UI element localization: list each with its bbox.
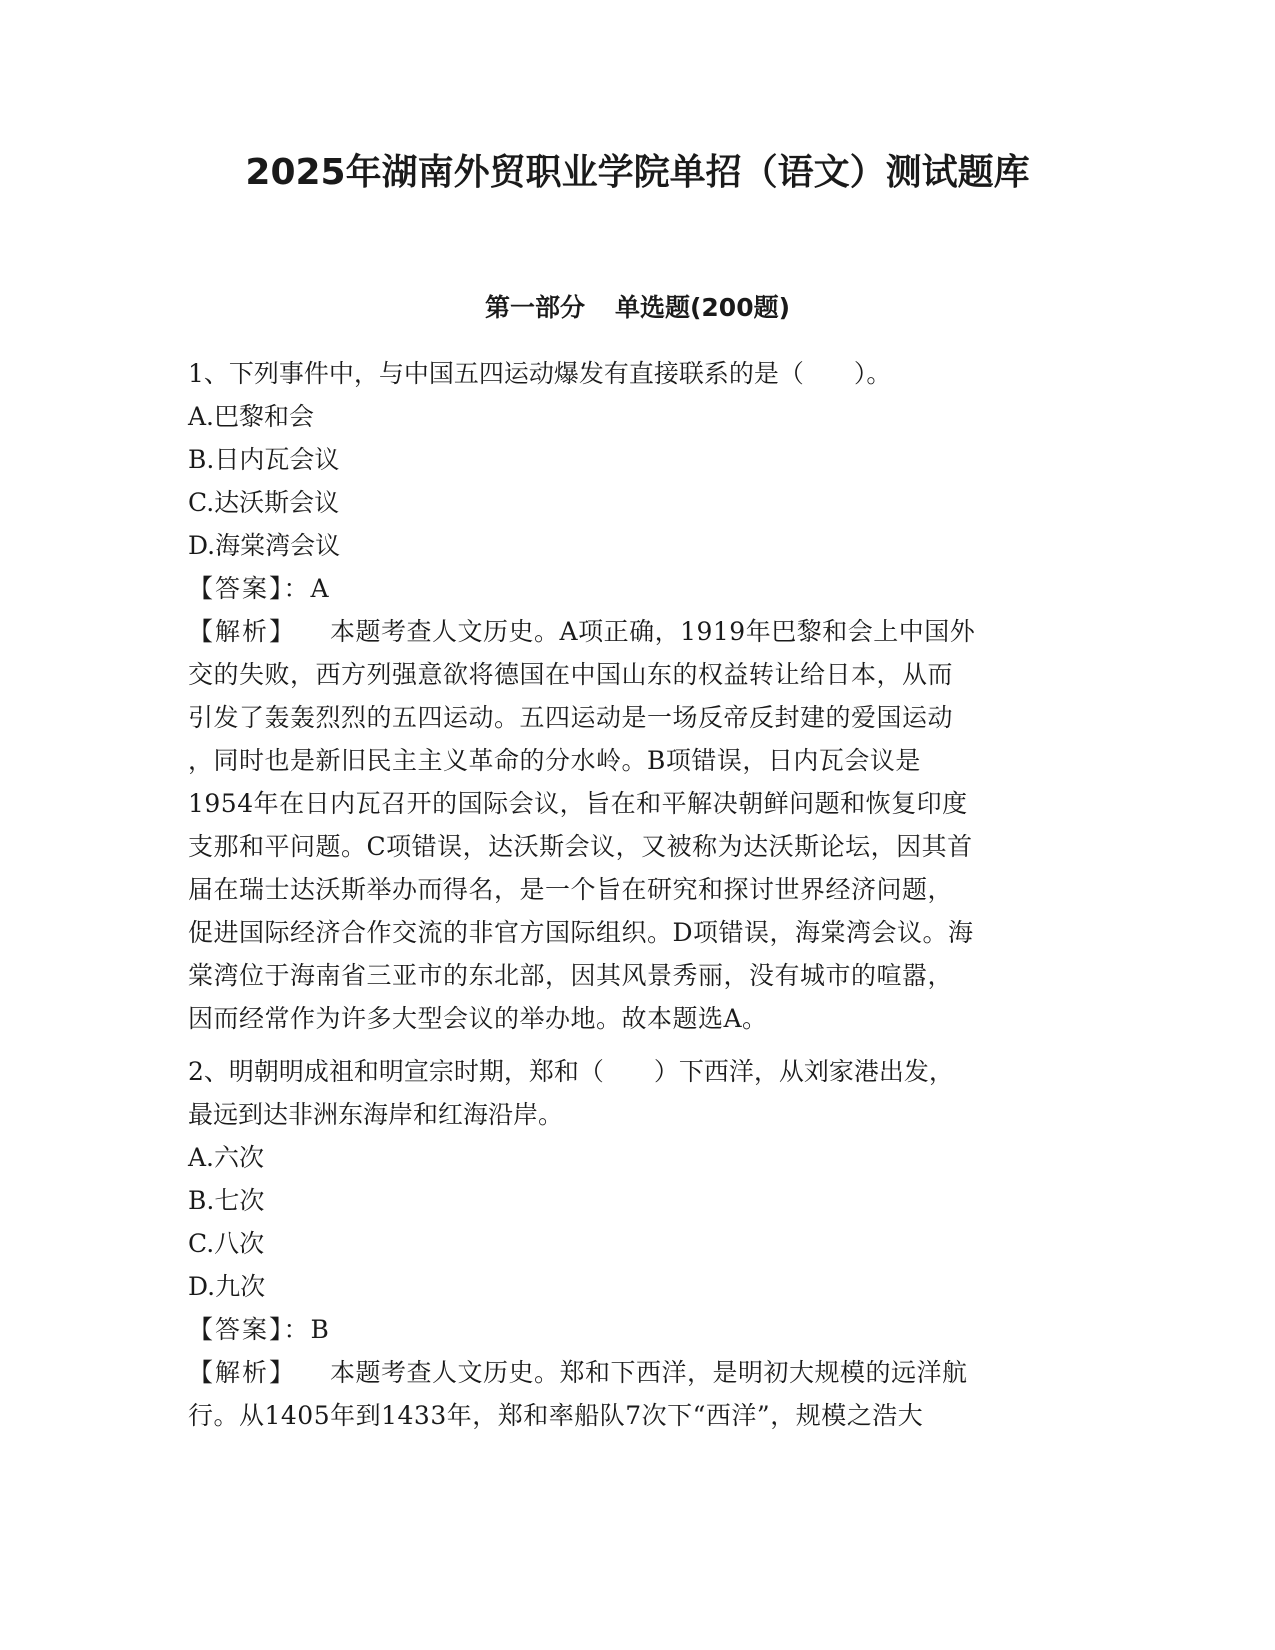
question-stem: 2、明朝明成祖和明宣宗时期，郑和（ ）下西洋，从刘家港出发， [188,1057,954,1086]
option-d: D.海棠湾会议 [188,531,341,560]
question-stem: 1、下列事件中，与中国五四运动爆发有直接联系的是（ ）。 [188,359,892,388]
question-list [188,352,1080,1447]
section-name: 单选题(200题) [614,293,791,322]
option-b: B.日内瓦会议 [188,445,340,474]
explanation-line: 棠湾位于海南省三亚市的东北部，因其风景秀丽，没有城市的喧嚣， [188,961,954,990]
explanation-line: 届在瑞士达沃斯举办而得名，是一个旨在研究和探讨世界经济问题， [188,875,954,904]
explanation-text: 本题考查人文历史。A项正确，1919年巴黎和会上中国外 [330,617,976,646]
explanation-line: 交的失败，西方列强意欲将德国在中国山东的权益转让给日本，从而 [188,660,954,689]
explanation-label: 【解析】 [188,1358,297,1387]
question-2 [188,1050,1080,1437]
answer-line [188,1308,1080,1351]
explanation-line: 引发了轰轰烈烈的五四运动。五四运动是一场反帝反封建的爱国运动 [188,703,954,732]
option-a: A.六次 [188,1143,265,1172]
option-a: A.巴黎和会 [188,402,315,431]
explanation-line: 1954年在日内瓦召开的国际会议，旨在和平解决朝鲜问题和恢复印度 [188,789,968,818]
explanation-line: 因而经常作为许多大型会议的举办地。故本题选A。 [188,1004,768,1033]
question-1 [188,352,1080,1040]
answer-value: A [310,574,329,603]
explanation-line: 促进国际经济合作交流的非官方国际组织。D项错误，海棠湾会议。海 [188,918,974,947]
explanation-line: 行。从1405年到1433年，郑和率船队7次下“西洋”，规模之浩大 [188,1401,924,1430]
explanation-line: 支那和平问题。C项错误，达沃斯会议，又被称为达沃斯论坛，因其首 [188,832,973,861]
section-title [0,290,1275,326]
option-c: C.八次 [188,1229,265,1258]
explanation [188,1351,1080,1437]
explanation-label: 【解析】 [188,617,297,646]
option-c: C.达沃斯会议 [188,488,340,517]
explanation-line [188,1351,1080,1394]
explanation [188,610,1080,1040]
answer-label: 【答案】： [188,574,311,603]
explanation-line [188,610,1080,653]
answer-value: B [310,1315,329,1344]
explanation-text: 本题考查人文历史。郑和下西洋，是明初大规模的远洋航 [330,1358,968,1387]
answer-line [188,567,1080,610]
option-d: D.九次 [188,1272,266,1301]
option-b: B.七次 [188,1186,265,1215]
answer-label: 【答案】： [188,1315,311,1344]
document-title: 2025年湖南外贸职业学院单招（语文）测试题库 [245,152,1030,193]
section-part: 第一部分 [484,293,585,322]
question-stem: 最远到达非洲东海岸和红海沿岸。 [188,1100,564,1129]
explanation-line: ，同时也是新旧民主主义革命的分水岭。B项错误，日内瓦会议是 [188,746,921,775]
